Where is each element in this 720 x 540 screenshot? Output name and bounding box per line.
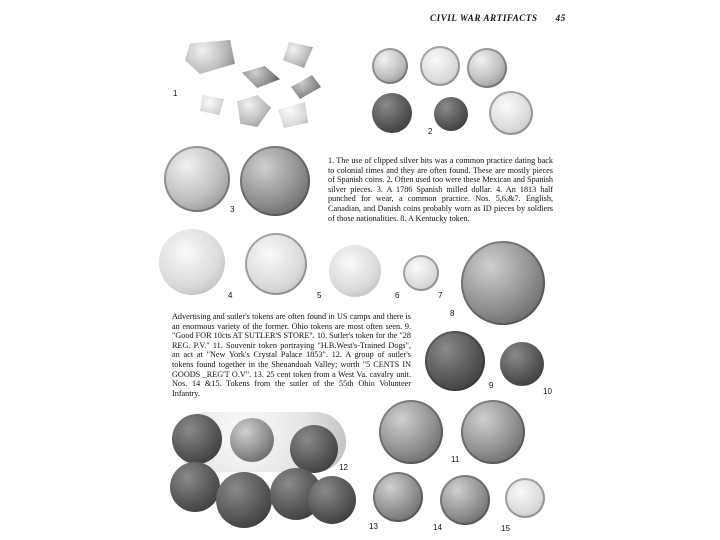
figure-label: 4 — [228, 291, 233, 300]
figure-label: 15 — [501, 524, 510, 533]
figure-label: 10 — [543, 387, 552, 396]
token — [505, 478, 545, 518]
token — [230, 418, 274, 462]
token-obverse — [379, 400, 443, 464]
caption-top: 1. The use of clipped silver bits was a common practice dating back to colonial times and they are often found. These are mostly pieces of Spanish coins. 2. Often used too were these Mexican and Spanish silver pieces. 3. A 1786 Spanish milled dollar. 4. An 1813 half punched for wear, a common practice. Nos. 5,6,&7. English, Canadian, and Danish coins probably worn as ID pieces by soldiers of those nationalities. 8. A Kentucky token. — [328, 156, 553, 223]
figure-label: 8 — [450, 309, 455, 318]
token — [461, 241, 545, 325]
figure-label: 9 — [489, 381, 494, 390]
figure-label: 3 — [230, 205, 235, 214]
coin — [372, 48, 408, 84]
page-number: 45 — [555, 13, 566, 23]
token — [440, 475, 490, 525]
coin — [372, 93, 412, 133]
token — [172, 414, 222, 464]
token — [373, 472, 423, 522]
running-header — [430, 13, 566, 23]
token — [425, 331, 485, 391]
header-title: CIVIL WAR ARTIFACTS — [430, 13, 538, 23]
figure-label: 12 — [339, 463, 348, 472]
figure-label: 7 — [438, 291, 443, 300]
coin — [245, 233, 307, 295]
token-reverse — [461, 400, 525, 464]
coin-reverse — [240, 146, 310, 216]
coin — [420, 46, 460, 86]
figure-label: 1 — [173, 89, 178, 98]
token — [500, 342, 544, 386]
token — [170, 462, 220, 512]
coin — [489, 91, 533, 135]
token — [290, 425, 338, 473]
coin — [403, 255, 439, 291]
coin-obverse — [164, 146, 230, 212]
token — [308, 476, 356, 524]
coin — [159, 229, 225, 295]
coin — [329, 245, 381, 297]
caption-bottom: Advertising and sutler's tokens are often found in US camps and there is an enormous variety of the former. Ohio tokens are most often seen. 9. "Good FOR 10cts AT SUTLER'S STORE". 10. Sutler's token for the "28 REG. P.V." 11. Souvenir token portraying "H.B.West's-Trained Dogs", an act at "New York's Crystal Palace 1853". 12. A group of sutler's tokens found together in the Shenandoah Valley; worth "5 CENTS IN GOODS _REG'T O.V". 13. 25 cent token from a West Va. cavalry unit. Nos. 14 &15. Tokens from the sutler of the 55th Ohio Volunteer Infantry. — [172, 312, 411, 398]
figure-label: 2 — [428, 127, 433, 136]
coin — [467, 48, 507, 88]
figure-label: 11 — [451, 455, 460, 464]
figure-label: 5 — [317, 291, 322, 300]
figure-label: 6 — [395, 291, 400, 300]
token — [216, 472, 272, 528]
figure-label: 13 — [369, 522, 378, 531]
coin — [434, 97, 468, 131]
figure-label: 14 — [433, 523, 442, 532]
